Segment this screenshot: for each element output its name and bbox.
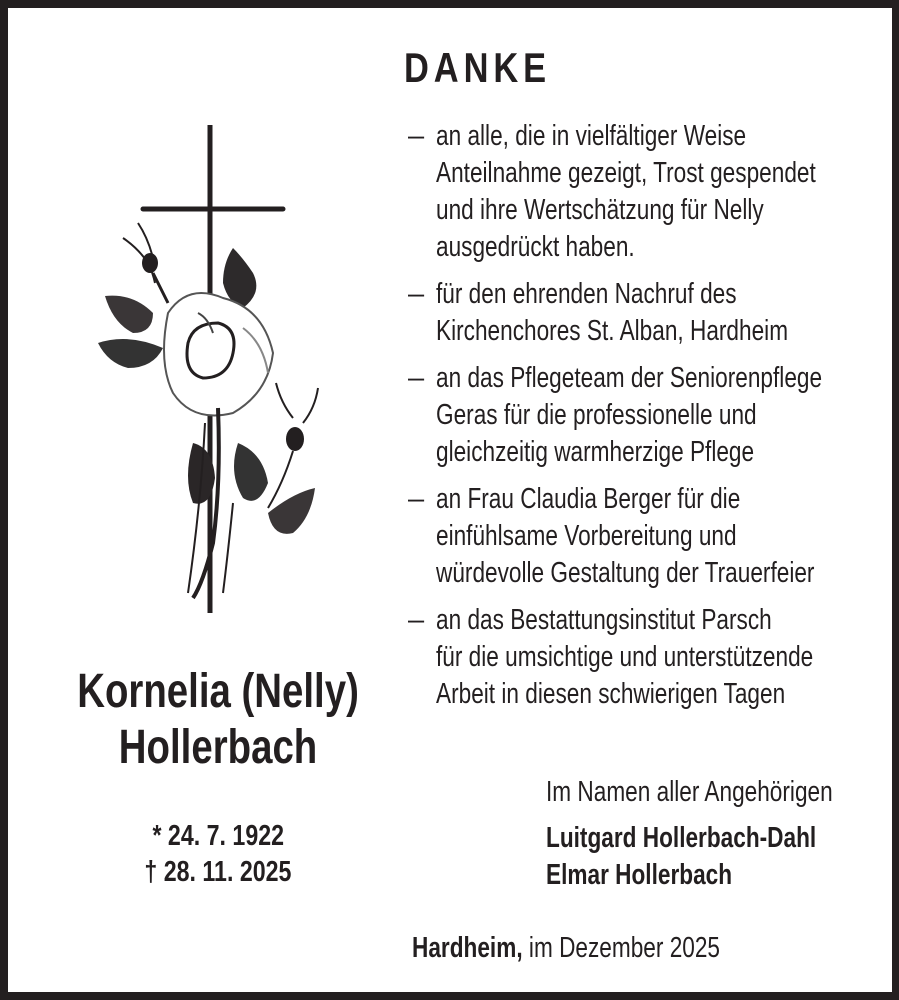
thanks-list xyxy=(408,118,888,723)
signature-intro: Im Namen aller Angehörigen xyxy=(546,776,833,808)
signer-name: Elmar Hollerbach xyxy=(546,859,733,891)
death-date: † 28. 11. 2025 xyxy=(144,856,292,888)
dash-bullet: – xyxy=(408,604,425,636)
thanks-item: – für den ehrenden Nachruf des Kirchenchores St. Alban, Hardheim xyxy=(408,278,789,347)
date: im Dezember 2025 xyxy=(528,932,721,964)
life-dates xyxy=(28,818,408,890)
dash-bullet: – xyxy=(408,362,425,394)
place: Hardheim, xyxy=(412,932,523,964)
signer-name: Luitgard Hollerbach-Dahl xyxy=(546,822,817,854)
birth-date: * 24. 7. 1922 xyxy=(152,820,284,852)
dash-bullet: – xyxy=(408,483,425,515)
death-notice-card xyxy=(8,8,892,992)
deceased-name: Kornelia (Nelly) Hollerbach xyxy=(77,665,359,774)
dash-bullet: – xyxy=(408,278,425,310)
page-title: DANKE xyxy=(404,44,552,91)
cross-rose-icon xyxy=(93,123,333,623)
place-date xyxy=(412,930,807,967)
thanks-item: – an das Bestattungsinstitut Parsch für die umsichtige und unterstützende Arbeit in diesen schwierigen Tagen xyxy=(408,604,814,710)
thanks-item: – an alle, die in vielfältiger Weise Anteilnahme gezeigt, Trost gespendet und ihre Wertschätzung für Nelly ausgedrückt haben. xyxy=(408,120,816,263)
thanks-item: – an das Pflegeteam der Seniorenpflege Geras für die professionelle und gleichzeitig warmherzige Pflege xyxy=(408,362,823,468)
thanks-item: – an Frau Claudia Berger für die einfühlsame Vorbereitung und würdevolle Gestaltung der Trauerfeier xyxy=(408,483,815,589)
dash-bullet: – xyxy=(408,120,425,152)
